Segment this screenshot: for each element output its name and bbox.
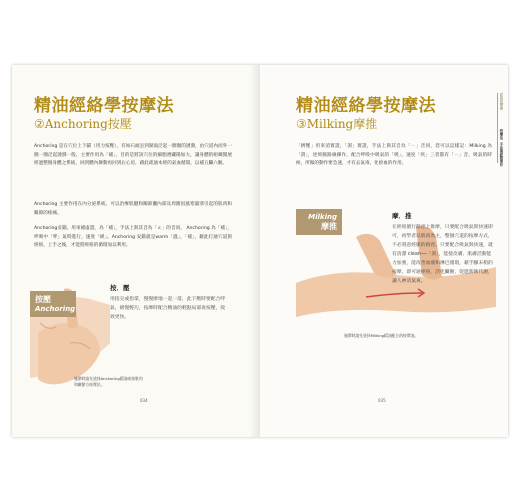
right-page-subtitle: ③Milking摩推 xyxy=(296,117,378,131)
left-page-title: 精油經絡學按摩法 xyxy=(34,96,174,116)
book-spread xyxy=(12,65,508,437)
left-paragraph-3: Anchoring妥錨，用來補虛證，為「補」，手法上與其音為「ㄠ」的音同。 Anchoring 為「補」，呼吸中「呼」氣時進行，速度「緩」。Anchoring 安錨就是warm「溫」，「補」，藉此打通穴道與經絡，上手之後，才能將經絡的循環加以利用。 xyxy=(34,226,232,249)
right-page-number: 035 xyxy=(378,398,386,403)
right-photo-caption: 施摩時請先塗抹Milking精油配方的按摩油。 xyxy=(344,333,419,338)
anchoring-badge-en: Anchoring xyxy=(35,304,76,313)
chapter-side-tab-bottom: 按摩法．手法與經絡實作 xyxy=(499,129,503,167)
chapter-side-tab xyxy=(497,93,505,167)
milking-badge-zh: 摩推 xyxy=(321,221,337,231)
left-paragraph-1: Anchoring 是在穴位上下錨（用力按壓），有如石頭丟到湖面泛起一圈圈的漣漪，由穴道內而外一圈一圈泛起漣漪一般，主要作用為「補」，目的是將該穴位的細胞潛藏陽加大，讓身體的組織開展經過整個身體之系統，回到體內舞動再回到右心房，藉此疏通本經的氣血循環，以補五臟六腑。 xyxy=(34,144,232,167)
anchoring-badge-zh: 按壓 xyxy=(35,294,51,304)
left-paragraph-2: Anchoring 主要作用在內分泌系統，可以治療肌腱和關節囊內部及周圍因風寒濕邪引起的肌肉和關節的疼痛。 xyxy=(34,202,232,216)
milking-badge-en: Milking xyxy=(308,212,337,221)
anchoring-badge xyxy=(30,291,76,317)
right-page-title: 精油經絡學按摩法 xyxy=(296,96,436,116)
left-photo-caption: 施摩時請先塗抹Anchoring精油或按肌肉和關節方按摩法。 xyxy=(74,376,143,387)
left-page-subtitle: ②Anchoring按壓 xyxy=(34,117,132,131)
left-page-number: 034 xyxy=(140,398,148,403)
right-card-text: 在經絡循行路徑上推摩，只要配合吸氣與快速即可，初學者以肌肉為主，整個穴道的按摩方式，不必刻意經脈的路徑。只要配合吸氣與快速，就有清潔 clean──「瀉」，能使皮膚、肌膚活動能力加強，能改善血液和淋巴循環，藉手腳末梢的按摩，即可通經絡，活化臟腑，促進新陳代謝，讓人神清氣爽。 xyxy=(392,225,493,284)
left-card-text: 用指尖或指掌，慢慢摩地一起一落，此下壓時要配合呼氣，緩慢輕巧，按摩時配合精油的輕點局部再按壓，收效更快。 xyxy=(110,297,226,320)
milking-badge xyxy=(296,209,342,235)
right-card-title: 摩．推 xyxy=(392,212,412,220)
left-card-title: 按．壓 xyxy=(110,284,130,292)
chapter-side-tab-top: 經絡按摩操 xyxy=(499,93,503,110)
right-page xyxy=(260,65,508,437)
right-paragraph-1: 「擠壓」用來消實證，「瀉」實證，手法上與其音為「ㄧ」音同，您可以這樣記：Milking 為「瀉」，逆經脈路線操作，配合呼吸中吸氣的「吸」，速度「疾」三者都有「ㄧ」音，吸氣的時候，所做的動作要急速，才有去氣毒，化瘀血的作用。 xyxy=(296,144,492,167)
left-page xyxy=(12,65,261,437)
